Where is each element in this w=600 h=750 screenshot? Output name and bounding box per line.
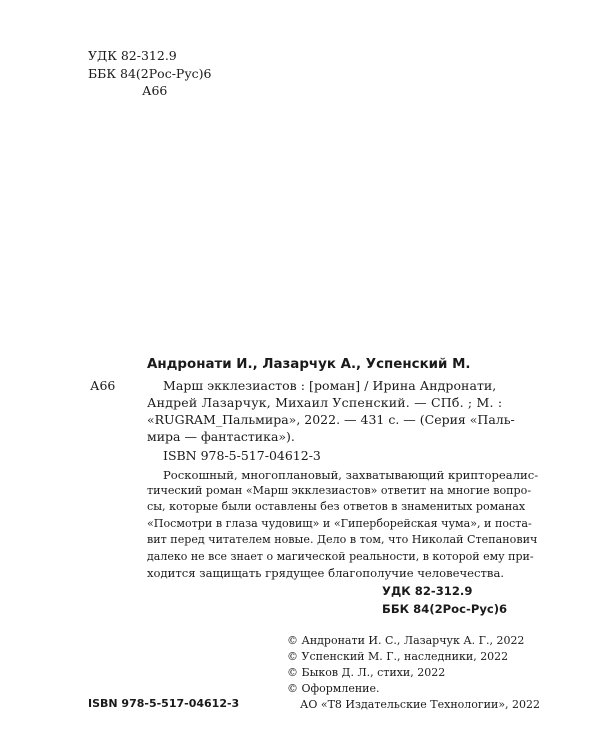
bbk-bottom: ББК 84(2Рос-Рус)6 (382, 602, 508, 616)
isbn-bottom: ISBN 978-5-517-04612-3 (88, 697, 240, 710)
publisher-copyright: АО «Т8 Издательские Технологии», 2022 (300, 698, 541, 711)
annotation-line-2: тический роман «Марш экклезиастов» ответит на многие вопро- (147, 484, 532, 497)
copyright-line-1: © Андронати И. С., Лазарчук А. Г., 2022 (287, 634, 525, 647)
entry-line-2: Андрей Лазарчук, Михаил Успенский. — СПб. ; М. : (147, 395, 503, 410)
copyright-line-2: © Успенский М. Г., наследники, 2022 (287, 650, 509, 663)
copyright-line-4: © Оформление. (287, 682, 380, 695)
entry-line-4: мира — фантастика»). (147, 429, 295, 444)
annotation-line-7: ходится защищать грядущее благополучие человечества. (147, 566, 505, 580)
entry-authors: Андронати И., Лазарчук А., Успенский М. (147, 357, 471, 372)
entry-line-1: Марш экклезиастов : [роман] / Ирина Андронати, (163, 378, 497, 393)
annotation-line-1: Роскошный, многоплановый, захватывающий криптореалис- (163, 468, 539, 482)
entry-code: А66 (90, 378, 116, 393)
copyright-line-3: © Быков Д. Л., стихи, 2022 (287, 666, 446, 679)
annotation-line-5: вит перед читателем новые. Дело в том, что Николай Степанович (147, 533, 538, 546)
entry-line-3: «RUGRAM_Пальмира», 2022. — 431 с. — (Серия «Паль- (147, 412, 515, 427)
udk-bottom: УДК 82-312.9 (382, 584, 473, 598)
annotation-line-3: сы, которые были оставлены без ответов в знаменитых романах (147, 500, 526, 513)
annotation-line-4: «Посмотри в глаза чудовищ» и «Гиперборейская чума», и поста- (147, 517, 532, 530)
udk-top: УДК 82-312.9 (88, 48, 177, 63)
author-sign-top: А66 (142, 83, 168, 98)
bbk-top: ББК 84(2Рос-Рус)6 (88, 66, 212, 81)
annotation-line-6: далеко не все знает о магической реальности, в которой ему при- (147, 550, 534, 563)
entry-isbn: ISBN 978-5-517-04612-3 (163, 448, 321, 463)
